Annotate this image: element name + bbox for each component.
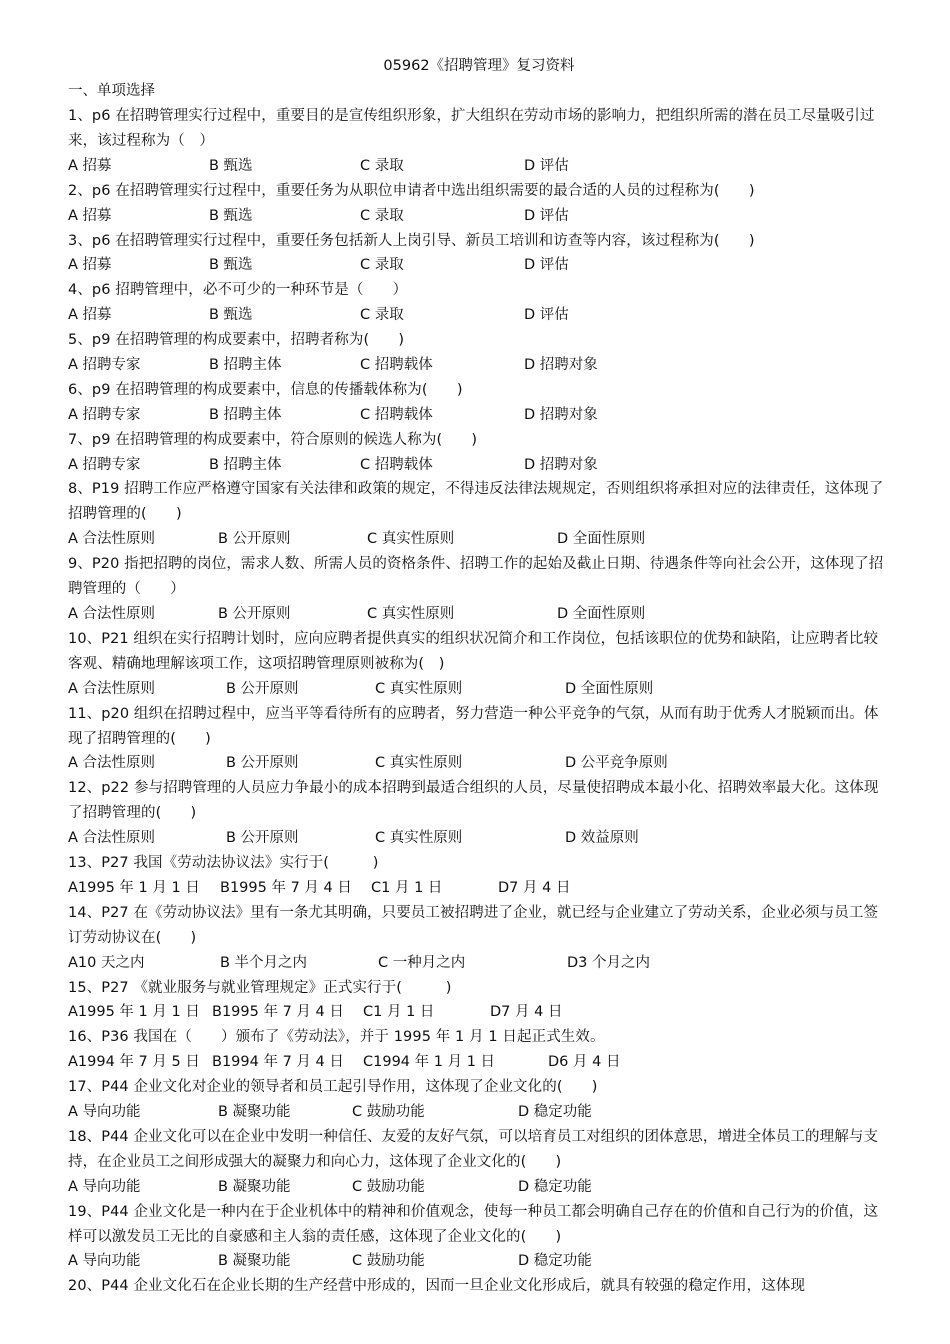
question-4: 4、p6 招聘管理中，必不可少的一种环节是（ ） bbox=[68, 282, 408, 299]
question-12: 12、p22 参与招聘管理的人员应力争最小的成本招聘到最适合组织的人员，尽量使招聘成本最小化、招聘效率最大化。这体现了招聘管理的( ) bbox=[68, 780, 879, 822]
option-a: A 招募 bbox=[68, 207, 112, 224]
option-a: A 合法性原则 bbox=[68, 755, 156, 772]
options-row-3 bbox=[68, 253, 890, 278]
option-c: C 真实性原则 bbox=[375, 830, 463, 847]
option-d: D 公平竞争原则 bbox=[565, 755, 668, 772]
option-c: C 录取 bbox=[360, 207, 404, 224]
option-a: A 招聘专家 bbox=[68, 357, 141, 373]
option-a: A 导向功能 bbox=[68, 1178, 141, 1195]
option-b: B 公开原则 bbox=[226, 755, 299, 772]
options-row-10 bbox=[68, 677, 890, 702]
option-b: B 公开原则 bbox=[226, 830, 299, 847]
options-row-6 bbox=[68, 403, 890, 428]
option-b: B 公开原则 bbox=[218, 606, 291, 622]
question-8: 8、P19 招聘工作应严格遵守国家有关法律和政策的规定，不得违反法律法规规定，否则组织将承担对应的法律责任，这体现了招聘管理的( ) bbox=[68, 481, 884, 523]
question-10: 10、P21 组织在实行招聘计划时，应向应聘者提供真实的组织状况简介和工作岗位，包括该职位的优势和缺陷，让应聘者比较客观、精确地理解该项工作，这项招聘管理原则被称为( ) bbox=[68, 630, 879, 672]
option-d: D 评估 bbox=[524, 207, 569, 224]
option-c: C 真实性原则 bbox=[367, 606, 455, 622]
option-d: D7 月 4 日 bbox=[498, 879, 571, 896]
option-c: C 真实性原则 bbox=[375, 680, 463, 697]
option-a: A 导向功能 bbox=[68, 1104, 141, 1120]
option-c: C 一种月之内 bbox=[378, 954, 466, 971]
question-9: 9、P20 指把招聘的岗位，需求人数、所需人员的资格条件、招聘工作的起始及截止日期、待遇条件等向社会公开，这体现了招聘管理的（ ） bbox=[68, 556, 884, 598]
option-d: D 招聘对象 bbox=[524, 357, 598, 373]
option-b: B 公开原则 bbox=[218, 531, 291, 548]
option-c: C1 月 1 日 bbox=[371, 879, 443, 896]
options-row-9 bbox=[68, 602, 890, 627]
option-c: C 真实性原则 bbox=[367, 531, 455, 548]
question-5: 5、p9 在招聘管理的构成要素中，招聘者称为( ) bbox=[68, 332, 405, 349]
option-b: B 甄选 bbox=[209, 157, 253, 174]
option-b: B 招聘主体 bbox=[209, 406, 282, 423]
options-row-15 bbox=[68, 1000, 890, 1025]
option-d: D6 月 4 日 bbox=[548, 1054, 621, 1071]
section-heading: 一、单项选择 bbox=[68, 83, 155, 99]
option-b: B 公开原则 bbox=[226, 680, 299, 697]
options-row-18 bbox=[68, 1175, 890, 1200]
option-d: D 效益原则 bbox=[565, 830, 639, 847]
question-15: 15、P27 《就业服务与就业管理规定》正式实行于( ) bbox=[68, 979, 452, 996]
option-c: C 录取 bbox=[360, 157, 404, 174]
options-row-14 bbox=[68, 951, 890, 976]
question-13: 13、P27 我国《劳动法协议法》实行于( ) bbox=[68, 855, 379, 871]
options-row-4 bbox=[68, 303, 890, 328]
question-1: 1、p6 在招聘管理实行过程中，重要目的是宣传组织形象，扩大组织在劳动市场的影响力，把组织所需的潜在员工尽量吸引过来，该过程称为（ ） bbox=[68, 108, 875, 149]
option-b: B 甄选 bbox=[209, 307, 253, 324]
option-a: A 招聘专家 bbox=[68, 406, 141, 423]
option-d: D 全面性原则 bbox=[557, 531, 646, 548]
option-b: B1994 年 7 月 4 日 bbox=[212, 1054, 344, 1071]
option-c: C 录取 bbox=[360, 307, 404, 324]
option-d: D7 月 4 日 bbox=[490, 1004, 563, 1021]
options-row-17 bbox=[68, 1100, 890, 1125]
option-d: D 全面性原则 bbox=[565, 680, 654, 697]
option-c: C1 月 1 日 bbox=[363, 1004, 435, 1021]
option-a: A 招聘专家 bbox=[68, 456, 141, 473]
option-b: B1995 年 7 月 4 日 bbox=[212, 1004, 344, 1021]
option-b: B 凝聚功能 bbox=[218, 1104, 291, 1120]
options-row-5 bbox=[68, 353, 890, 378]
option-a: A10 天之内 bbox=[68, 954, 145, 971]
option-d: D 评估 bbox=[524, 157, 569, 174]
question-17: 17、P44 企业文化对企业的领导者和员工起引导作用，这体现了企业文化的( ) bbox=[68, 1079, 598, 1096]
option-b: B 凝聚功能 bbox=[218, 1178, 291, 1195]
question-20: 20、P44 企业文化石在企业长期的生产经营中形成的，因而一旦企业文化形成后，就具有较强的稳定作用，这体现 bbox=[68, 1278, 806, 1295]
option-a: A 合法性原则 bbox=[68, 680, 156, 697]
option-a: A 招募 bbox=[68, 307, 112, 324]
option-d: D 招聘对象 bbox=[524, 456, 598, 473]
option-c: C 招聘载体 bbox=[360, 406, 433, 423]
option-a: A 合法性原则 bbox=[68, 830, 156, 847]
options-row-2 bbox=[68, 204, 890, 229]
option-d: D 招聘对象 bbox=[524, 406, 598, 423]
option-d: D 评估 bbox=[524, 257, 569, 274]
option-c: C1994 年 1 月 1 日 bbox=[363, 1054, 496, 1071]
option-b: B 招聘主体 bbox=[209, 357, 282, 373]
options-row-12 bbox=[68, 826, 890, 851]
question-19: 19、P44 企业文化是一种内在于企业机体中的精神和价值观念，使每一种员工都会明确自己存在的价值和自己行为的价值，这样可以激发员工无比的自豪感和主人翁的责任感，这体现了企业文化的( ) bbox=[68, 1203, 879, 1245]
document-title: 05962《招聘管理》复习资料 bbox=[383, 58, 575, 74]
option-b: B 凝聚功能 bbox=[218, 1253, 291, 1270]
option-d: D 稳定功能 bbox=[518, 1178, 592, 1195]
question-list bbox=[68, 104, 890, 1299]
options-row-16 bbox=[68, 1050, 890, 1075]
option-a: A 招募 bbox=[68, 157, 112, 174]
option-b: B 甄选 bbox=[209, 257, 253, 274]
question-7: 7、p9 在招聘管理的构成要素中，符合原则的候选人称为( ) bbox=[68, 431, 478, 448]
options-row-7 bbox=[68, 453, 890, 478]
question-11: 11、p20 组织在招聘过程中，应当平等看待所有的应聘者，努力营造一种公平竞争的气氛，从而有助于优秀人才脱颖而出。体现了招聘管理的( ) bbox=[68, 705, 879, 747]
question-18: 18、P44 企业文化可以在企业中发明一种信任、友爱的友好气氛，可以培育员工对组织的团体意思，增进全体员工的理解与支持，在企业员工之间形成强大的凝聚力和向心力，这体现了企业文化的( ) bbox=[68, 1128, 879, 1170]
option-c: C 录取 bbox=[360, 257, 404, 274]
option-c: C 鼓励功能 bbox=[352, 1178, 425, 1195]
options-row-1 bbox=[68, 154, 890, 179]
option-a: A1994 年 7 月 5 日 bbox=[68, 1054, 200, 1071]
option-a: A1995 年 1 月 1 日 bbox=[68, 1004, 200, 1021]
option-a: A 合法性原则 bbox=[68, 606, 156, 622]
option-a: A 合法性原则 bbox=[68, 531, 156, 548]
question-2: 2、p6 在招聘管理实行过程中，重要任务为从职位申请者中选出组织需要的最合适的人员的过程称为( ) bbox=[68, 182, 755, 199]
option-d: D 稳定功能 bbox=[518, 1104, 592, 1120]
option-c: C 真实性原则 bbox=[375, 755, 463, 772]
document-page bbox=[68, 54, 890, 1299]
option-b: B 甄选 bbox=[209, 207, 253, 224]
options-row-19 bbox=[68, 1249, 890, 1274]
option-b: B 招聘主体 bbox=[209, 456, 282, 473]
options-row-13 bbox=[68, 876, 890, 901]
option-a: A 导向功能 bbox=[68, 1253, 141, 1270]
question-16: 16、P36 我国在（ ）颁布了《劳动法》，并于 1995 年 1 月 1 日起正式生效。 bbox=[68, 1029, 605, 1046]
option-d: D 全面性原则 bbox=[557, 606, 646, 622]
option-a: A1995 年 1 月 1 日 bbox=[68, 879, 200, 896]
question-6: 6、p9 在招聘管理的构成要素中，信息的传播载体称为( ) bbox=[68, 381, 463, 398]
option-b: B 半个月之内 bbox=[220, 954, 308, 971]
option-d: D 稳定功能 bbox=[518, 1253, 592, 1270]
question-3: 3、p6 在招聘管理实行过程中，重要任务包括新人上岗引导、新员工培训和访查等内容，该过程称为( ) bbox=[68, 232, 755, 249]
option-d: D 评估 bbox=[524, 307, 569, 324]
options-row-8 bbox=[68, 527, 890, 552]
option-c: C 招聘载体 bbox=[360, 357, 433, 373]
option-b: B1995 年 7 月 4 日 bbox=[220, 879, 352, 896]
option-c: C 鼓励功能 bbox=[352, 1104, 425, 1120]
option-c: C 鼓励功能 bbox=[352, 1253, 425, 1270]
option-a: A 招募 bbox=[68, 257, 112, 274]
options-row-11 bbox=[68, 751, 890, 776]
question-14: 14、P27 在《劳动协议法》里有一条尤其明确，只要员工被招聘进了企业，就已经与企业建立了劳动关系，企业必须与员工签订劳动协议在( ) bbox=[68, 904, 879, 946]
option-c: C 招聘载体 bbox=[360, 456, 433, 473]
option-d: D3 个月之内 bbox=[567, 954, 650, 971]
